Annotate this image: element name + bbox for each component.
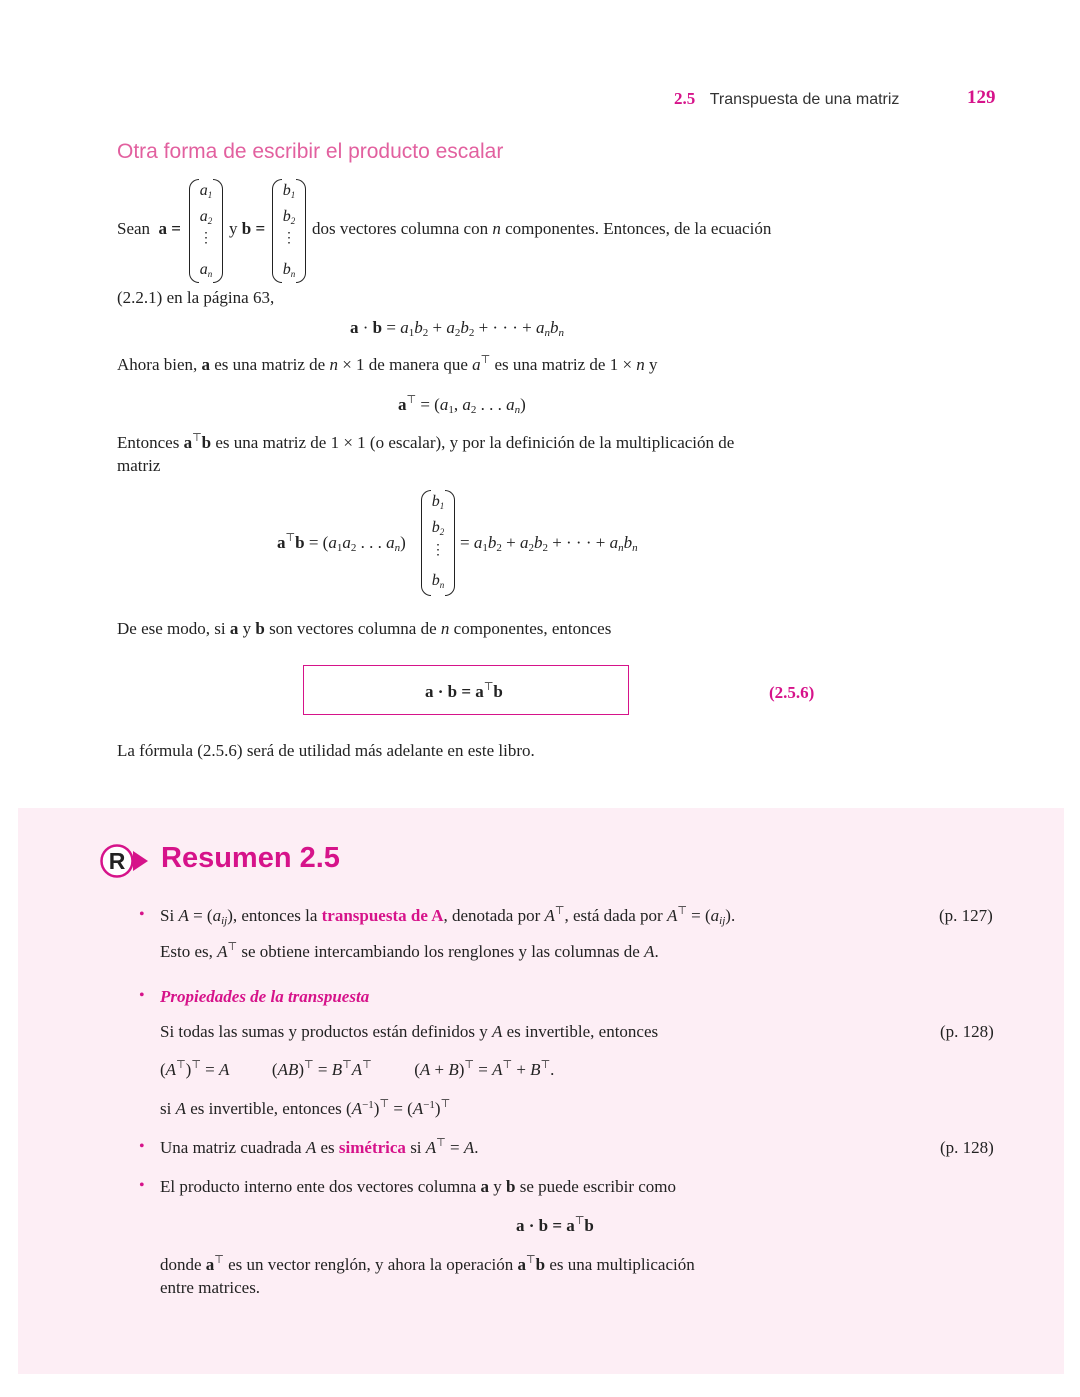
equation-dot-product: $a \cdot b = a_1b_2 + a_2b_2$ + · · · + $a_nb_n$: [350, 318, 564, 339]
vector-b-entry: $b_1$: [431, 493, 445, 511]
vector-b: [272, 179, 306, 283]
summary-properties-formulas: (A⊤)⊤ = A (AB)⊤ = B⊤A⊤ (A + B)⊤ = A⊤ + B⊤.: [160, 1058, 555, 1079]
running-header: [674, 89, 899, 109]
vector-b-entry: ⋮: [282, 231, 296, 246]
intro-y: y b =: [229, 219, 266, 238]
summary-title: Resumen 2.5: [161, 842, 340, 874]
vector-a-entry: ⋮: [199, 231, 213, 246]
logo-letter: R: [108, 848, 126, 874]
summary-item-transpose-def: Si $A = (a_{ij})$, entonces la transpuesta de A, denotada por A⊤, está dada por $A^⊤ = (a_{ij})$.: [160, 904, 736, 927]
section-heading: Otra forma de escribir el producto escalar: [117, 140, 504, 163]
bullet-icon: •: [139, 1138, 145, 1155]
vector-a: [189, 179, 223, 283]
vector-b-entry: $b_2$: [282, 208, 296, 226]
vector-b-entry: $b_1$: [282, 182, 296, 200]
intro-sean: Sean a =: [117, 219, 181, 238]
equation-row-times-column-result: = $a_1b_2 + a_2b_2$ + · · · + $a_nb_n$: [460, 533, 638, 554]
summary-properties-heading: Propiedades de la transpuesta: [160, 987, 370, 1006]
equation-row-times-column: $a^⊤b = (a_1a_2$ . . . $a_n$): [277, 531, 406, 554]
paragraph-deese: De ese modo, si a y b son vectores columna de n componentes, entonces: [117, 619, 612, 638]
ref-p128-b: (p. 128): [940, 1138, 994, 1157]
vector-b-column: [421, 490, 455, 596]
vector-b-entry: $b_n$: [282, 261, 296, 279]
paragraph-entonces: Entonces a⊤b es una matriz de 1 × 1 (o escalar), y por la definición de la multiplicación de: [117, 431, 735, 452]
section-title: Transpuesta de una matriz: [709, 91, 900, 108]
intro-line2: (2.2.1) en la página 63,: [117, 288, 275, 307]
summary-inner-product-explain: donde a⊤ es un vector renglón, y ahora la operación a⊤b es una multiplicación: [160, 1253, 695, 1274]
ref-p127: (p. 127): [939, 906, 993, 925]
intro-rest: dos vectores columna con n componentes. Entonces, de la ecuación: [312, 219, 772, 238]
section-number: 2.5: [674, 89, 696, 108]
bullet-icon: •: [139, 906, 145, 923]
summary-properties-condition: Si todas las sumas y productos están definidos y A es invertible, entonces: [160, 1022, 659, 1041]
bullet-icon: •: [139, 987, 145, 1004]
vector-b-entry: $b_2$: [431, 519, 445, 537]
vector-b-entry: $b_n$: [431, 572, 445, 590]
vector-a-entry: $a_2$: [199, 208, 213, 226]
ref-p128: (p. 128): [940, 1022, 994, 1041]
paragraph-formula: La fórmula (2.5.6) será de utilidad más adelante en este libro.: [117, 741, 535, 760]
vector-a-entry: $a_1$: [199, 182, 213, 200]
equation-transpose-row: $a^⊤ = (a_1$, $a_2$ . . . $a_n$): [398, 393, 526, 416]
summary-item-symmetric: Una matriz cuadrada A es simétrica si A⊤ = A.: [160, 1136, 479, 1157]
paragraph-ahora: Ahora bien, a es una matriz de n × 1 de manera que a⊤ es una matriz de 1 × n y: [117, 353, 658, 374]
summary-properties-inverse: si A es invertible, entonces $(A^{-1})^⊤ = (A^{-1})^⊤$: [160, 1097, 451, 1118]
page-number: 129: [967, 87, 996, 108]
vector-b-entry: ⋮: [431, 543, 445, 558]
summary-item-transpose-explain: Esto es, A⊤ se obtiene intercambiando los renglones y las columnas de A.: [160, 940, 659, 961]
equation-label: (2.5.6): [769, 683, 815, 702]
vector-a-entry: $a_n$: [199, 261, 213, 279]
summary-logo-icon: [100, 843, 160, 879]
boxed-equation-text: a · b = a⊤b: [425, 680, 503, 701]
summary-inner-product-equation: a · b = a⊤b: [516, 1214, 594, 1235]
paragraph-entonces-end: matriz: [117, 456, 161, 475]
summary-inner-product-explain-end: entre matrices.: [160, 1278, 261, 1297]
bullet-icon: •: [139, 1177, 145, 1194]
summary-item-inner-product: El producto interno ente dos vectores columna a y b se puede escribir como: [160, 1177, 677, 1196]
